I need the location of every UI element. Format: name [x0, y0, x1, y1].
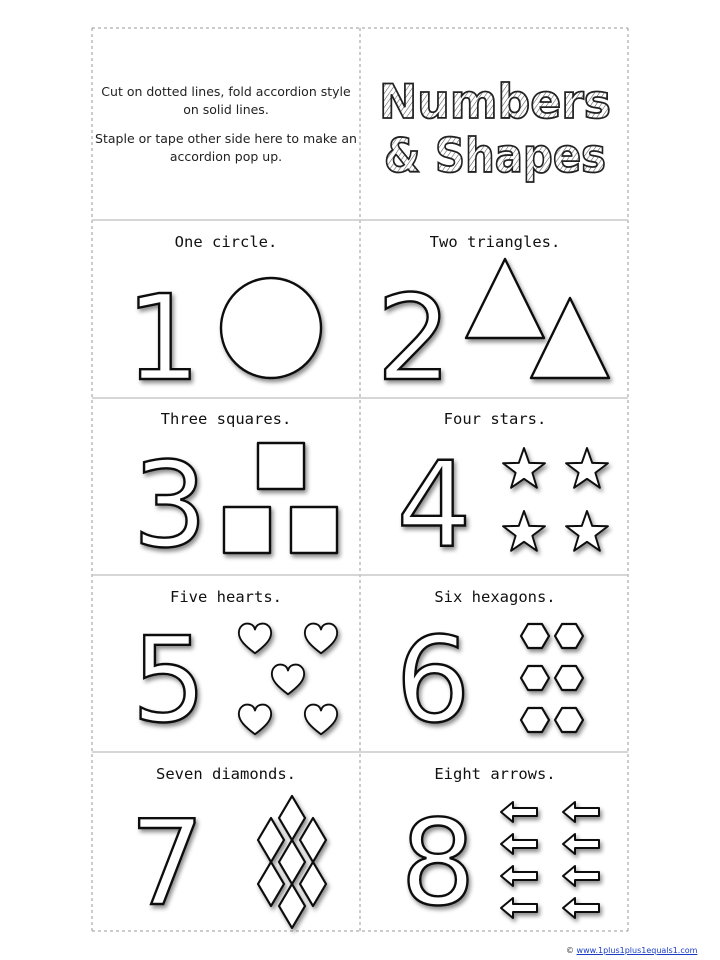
copyright-symbol: © — [566, 946, 574, 955]
triangle-shape — [466, 259, 544, 338]
diamond-shape — [258, 818, 284, 862]
hexagon-shape — [555, 666, 583, 690]
numeral-8: 8 — [400, 794, 476, 932]
footer-credit — [566, 946, 697, 955]
arrow-shape — [501, 898, 537, 918]
heart-shape — [272, 665, 304, 695]
star-shape — [566, 448, 608, 488]
arrow-shape — [563, 834, 599, 854]
heart-shape — [239, 624, 271, 654]
diamond-shape — [300, 862, 326, 906]
instruction-cut-fold: Cut on dotted lines, fold accordion style on solid lines. — [101, 84, 351, 117]
caption-seven-diamonds: Seven diamonds. — [156, 765, 296, 783]
star-shape — [503, 511, 545, 551]
numeral-6: 6 — [395, 611, 471, 749]
arrow-shape — [501, 802, 537, 822]
caption-three-squares: Three squares. — [160, 410, 292, 428]
circle-shape — [221, 278, 321, 378]
numeral-2: 2 — [376, 269, 452, 407]
hexagon-shape — [521, 708, 549, 732]
website-link[interactable]: www.1plus1plus1equals1.com — [576, 946, 698, 955]
caption-four-stars: Four stars. — [443, 410, 547, 428]
diamond-shape — [258, 862, 284, 906]
caption-one-circle: One circle. — [174, 233, 278, 251]
heart-shape — [305, 624, 337, 654]
square-shape — [258, 443, 304, 489]
numeral-5: 5 — [131, 611, 207, 749]
star-shape — [503, 448, 545, 488]
caption-two-triangles: Two triangles. — [429, 233, 561, 251]
arrow-shape — [501, 866, 537, 886]
square-shape — [291, 507, 337, 553]
title-logo — [379, 75, 611, 184]
diamond-shape — [279, 840, 305, 884]
arrow-shape — [563, 898, 599, 918]
instruction-staple: Staple or tape other side here to make an accordion pop up. — [95, 131, 357, 164]
numeral-7: 7 — [129, 794, 205, 932]
hexagon-shape — [521, 666, 549, 690]
diamond-shape — [300, 818, 326, 862]
caption-eight-arrows: Eight arrows. — [434, 765, 556, 783]
numeral-3: 3 — [132, 436, 208, 574]
hexagon-shape — [555, 624, 583, 648]
star-shape — [566, 511, 608, 551]
hexagon-shape — [555, 708, 583, 732]
arrow-shape — [563, 802, 599, 822]
title-line-2: & Shapes — [384, 129, 606, 184]
heart-shape — [239, 705, 271, 735]
arrow-shape — [563, 866, 599, 886]
hexagon-shape — [521, 624, 549, 648]
diamond-shape — [279, 796, 305, 840]
title-line-1: Numbers — [379, 75, 611, 130]
arrow-shape — [501, 834, 537, 854]
numeral-1: 1 — [125, 269, 201, 407]
heart-shape — [305, 705, 337, 735]
numeral-4: 4 — [396, 436, 472, 574]
diamond-shape — [279, 884, 305, 928]
caption-six-hexagons: Six hexagons. — [434, 588, 556, 606]
caption-five-hearts: Five hearts. — [170, 588, 282, 606]
square-shape — [224, 507, 270, 553]
